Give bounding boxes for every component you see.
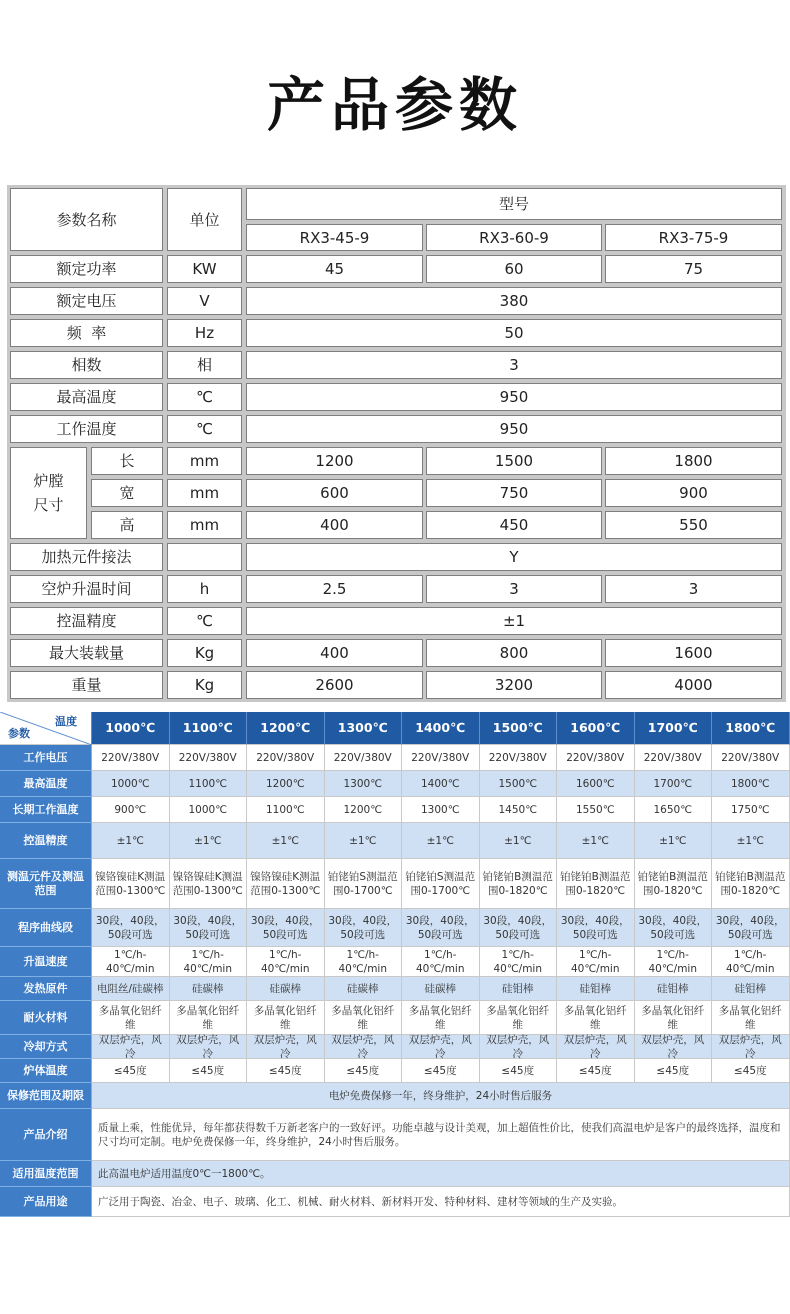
param-unit: V [167,287,242,315]
row-value: 多晶氧化铝纤维 [480,1001,558,1035]
temperature-header: 1000℃ [92,712,170,745]
row-value: 220V/380V [247,745,325,771]
row-value: ±1℃ [557,823,635,859]
row-value: ≤45度 [480,1059,558,1083]
row-value: 双层炉壳，风冷 [170,1035,248,1059]
param-value: 3 [246,351,782,379]
param-value: 1500 [426,447,602,475]
temperature-header: 1500℃ [480,712,558,745]
param-name: 控温精度 [10,607,163,635]
row-value: 220V/380V [480,745,558,771]
row-value: 220V/380V [402,745,480,771]
row-value: ≤45度 [92,1059,170,1083]
param-value: 1600 [605,639,782,667]
row-value: 30段，40段，50段可选 [635,909,713,947]
param-unit [167,543,242,571]
row-value: 30段，40段，50段可选 [170,909,248,947]
param-unit: Kg [167,639,242,667]
row-value: 铂铑铂B测温范围0-1820℃ [712,859,790,909]
model-header: 型号 [246,188,782,220]
temp-range-text: 此高温电炉适用温度0℃一1800℃。 [92,1161,790,1187]
row-label: 升温速度 [0,947,92,977]
row-value: 1℃/h-40℃/min [92,947,170,977]
row-value: 1100℃ [247,797,325,823]
row-value: 1000℃ [170,797,248,823]
row-value: 220V/380V [712,745,790,771]
row-value: 220V/380V [325,745,403,771]
row-value: 1450℃ [480,797,558,823]
row-value: 双层炉壳，风冷 [480,1035,558,1059]
param-value: 800 [426,639,602,667]
product-usage-label: 产品用途 [0,1187,92,1217]
param-unit: ℃ [167,383,242,411]
temperature-header: 1700℃ [635,712,713,745]
row-value: 1℃/h-40℃/min [635,947,713,977]
row-value: ±1℃ [712,823,790,859]
param-name-header: 参数名称 [10,188,163,251]
row-value: 多晶氧化铝纤维 [712,1001,790,1035]
row-value: 双层炉壳，风冷 [325,1035,403,1059]
param-value: 50 [246,319,782,347]
chamber-size-label: 炉膛 尺寸 [10,447,87,539]
row-value: 多晶氧化铝纤维 [325,1001,403,1035]
row-value: 220V/380V [635,745,713,771]
row-value: 220V/380V [170,745,248,771]
param-unit: mm [167,479,242,507]
row-value: 1200℃ [325,797,403,823]
row-label: 冷却方式 [0,1035,92,1059]
row-value: 硅钼棒 [557,977,635,1001]
row-value: 1℃/h-40℃/min [170,947,248,977]
temperature-header: 1100℃ [170,712,248,745]
param-name: 频 率 [10,319,163,347]
param-value: 2600 [246,671,423,699]
row-value: 1500℃ [480,771,558,797]
row-value: 220V/380V [92,745,170,771]
model-name: RX3-75-9 [605,224,782,251]
row-value: 铂铑铂B测温范围0-1820℃ [557,859,635,909]
param-value: 400 [246,639,423,667]
product-intro-label: 产品介绍 [0,1109,92,1161]
row-value: 双层炉壳，风冷 [402,1035,480,1059]
row-value: 多晶氧化铝纤维 [635,1001,713,1035]
warranty-label: 保修范围及期限 [0,1083,92,1109]
model-name: RX3-45-9 [246,224,423,251]
param-value: 450 [426,511,602,539]
param-value: 1200 [246,447,423,475]
row-value: 镍铬镍硅K测温范围0-1300℃ [247,859,325,909]
param-value: 45 [246,255,423,283]
row-value: 1300℃ [402,797,480,823]
row-value: 硅碳棒 [325,977,403,1001]
temp-range-label: 适用温度范围 [0,1161,92,1187]
param-value: 3 [426,575,602,603]
row-value: 1000℃ [92,771,170,797]
param-value: 550 [605,511,782,539]
param-value: 600 [246,479,423,507]
row-label: 工作电压 [0,745,92,771]
param-value: 750 [426,479,602,507]
row-value: 30段，40段，50段可选 [92,909,170,947]
row-value: 多晶氧化铝纤维 [557,1001,635,1035]
row-value: 硅钼棒 [480,977,558,1001]
row-value: ≤45度 [170,1059,248,1083]
row-value: 双层炉壳，风冷 [635,1035,713,1059]
temperature-header: 1200℃ [247,712,325,745]
row-value: ±1℃ [247,823,325,859]
param-unit: KW [167,255,242,283]
row-value: 1℃/h-40℃/min [402,947,480,977]
param-name: 相数 [10,351,163,379]
param-value: 900 [605,479,782,507]
row-value: 1650℃ [635,797,713,823]
row-value: 1℃/h-40℃/min [557,947,635,977]
row-label: 发热原件 [0,977,92,1001]
row-value: 电阻丝/硅碳棒 [92,977,170,1001]
row-value: 多晶氧化铝纤维 [402,1001,480,1035]
row-value: 1800℃ [712,771,790,797]
param-value: 3 [605,575,782,603]
param-unit: mm [167,511,242,539]
warranty-text: 电炉免费保修一年，终身维护，24小时售后服务 [92,1083,790,1109]
row-value: 1℃/h-40℃/min [325,947,403,977]
param-unit: h [167,575,242,603]
row-value: 30段，40段，50段可选 [247,909,325,947]
param-value: 4000 [605,671,782,699]
corner-temp-label: 温度 [55,715,77,728]
chamber-dim-name: 宽 [91,479,163,507]
row-value: 1200℃ [247,771,325,797]
temperature-spec-table [0,712,790,1214]
param-value: 60 [426,255,602,283]
param-unit: ℃ [167,415,242,443]
row-value: ≤45度 [402,1059,480,1083]
row-value: 30段，40段，50段可选 [480,909,558,947]
param-value: ±1 [246,607,782,635]
corner-param-label: 参数 [8,727,30,740]
param-value: 950 [246,383,782,411]
param-value: Y [246,543,782,571]
temperature-header: 1400℃ [402,712,480,745]
param-name: 最高温度 [10,383,163,411]
row-value: 铂铑铂B测温范围0-1820℃ [480,859,558,909]
row-value: 1700℃ [635,771,713,797]
param-value: 3200 [426,671,602,699]
product-intro-text: 质量上乘，性能优异，每年都获得数千万新老客户的一致好评。功能卓越与设计美观，加上超值性价比，使我们高温电炉是客户的最终选择，温度和尺寸均可定制。电炉免费保修一年，终身维护，24小时售后服务。 [92,1109,790,1161]
param-name: 空炉升温时间 [10,575,163,603]
temperature-header: 1300℃ [325,712,403,745]
param-name: 加热元件接法 [10,543,163,571]
row-value: 硅碳棒 [402,977,480,1001]
row-value: 1400℃ [402,771,480,797]
row-value: 双层炉壳，风冷 [247,1035,325,1059]
row-value: ±1℃ [635,823,713,859]
row-value: ≤45度 [325,1059,403,1083]
param-name: 最大装载量 [10,639,163,667]
row-value: 1600℃ [557,771,635,797]
row-value: 双层炉壳，风冷 [712,1035,790,1059]
row-value: 多晶氧化铝纤维 [92,1001,170,1035]
param-value: 1800 [605,447,782,475]
row-label: 炉体温度 [0,1059,92,1083]
param-unit: 相 [167,351,242,379]
param-name: 额定电压 [10,287,163,315]
param-unit: Hz [167,319,242,347]
row-label: 程序曲线段 [0,909,92,947]
param-name: 工作温度 [10,415,163,443]
row-value: ±1℃ [480,823,558,859]
row-value: 铂铑铂B测温范围0-1820℃ [635,859,713,909]
row-label: 最高温度 [0,771,92,797]
model-name: RX3-60-9 [426,224,602,251]
row-value: 硅钼棒 [635,977,713,1001]
row-value: 1550℃ [557,797,635,823]
row-value: ≤45度 [557,1059,635,1083]
row-value: 220V/380V [557,745,635,771]
temperature-header: 1800℃ [712,712,790,745]
row-value: ±1℃ [402,823,480,859]
param-value: 950 [246,415,782,443]
row-value: ≤45度 [247,1059,325,1083]
row-value: 1100℃ [170,771,248,797]
row-value: 30段，40段，50段可选 [325,909,403,947]
row-value: 铂铑铂S测温范围0-1700℃ [325,859,403,909]
row-value: 多晶氧化铝纤维 [247,1001,325,1035]
corner-cell [0,712,92,745]
row-value: 30段，40段，50段可选 [557,909,635,947]
param-value: 2.5 [246,575,423,603]
param-value: 400 [246,511,423,539]
row-value: ≤45度 [712,1059,790,1083]
chamber-dim-name: 高 [91,511,163,539]
row-value: 1300℃ [325,771,403,797]
param-value: 380 [246,287,782,315]
row-value: 双层炉壳，风冷 [557,1035,635,1059]
row-value: 30段，40段，50段可选 [712,909,790,947]
row-value: 多晶氧化铝纤维 [170,1001,248,1035]
param-value: 75 [605,255,782,283]
row-value: ±1℃ [92,823,170,859]
row-value: 900℃ [92,797,170,823]
row-value: 铂铑铂S测温范围0-1700℃ [402,859,480,909]
product-usage-text: 广泛用于陶瓷、冶金、电子、玻璃、化工、机械、耐火材料、新材料开发、特种材料、建材等领域的生产及实验。 [92,1187,790,1217]
row-value: 1℃/h-40℃/min [247,947,325,977]
row-value: 硅碳棒 [170,977,248,1001]
row-value: 1750℃ [712,797,790,823]
temperature-header: 1600℃ [557,712,635,745]
param-name: 额定功率 [10,255,163,283]
row-label: 测温元件及测温范围 [0,859,92,909]
chamber-dim-name: 长 [91,447,163,475]
row-value: ±1℃ [170,823,248,859]
row-value: 1℃/h-40℃/min [712,947,790,977]
row-value: ±1℃ [325,823,403,859]
row-label: 耐火材料 [0,1001,92,1035]
row-label: 长期工作温度 [0,797,92,823]
row-value: 硅钼棒 [712,977,790,1001]
row-label: 控温精度 [0,823,92,859]
row-value: ≤45度 [635,1059,713,1083]
param-unit: ℃ [167,607,242,635]
unit-header: 单位 [167,188,242,251]
row-value: 镍铬镍硅K测温范围0-1300℃ [170,859,248,909]
row-value: 双层炉壳，风冷 [92,1035,170,1059]
page-title: 产品参数 [266,71,523,139]
row-value: 镍铬镍硅K测温范围0-1300℃ [92,859,170,909]
param-unit: mm [167,447,242,475]
row-value: 30段，40段，50段可选 [402,909,480,947]
row-value: 1℃/h-40℃/min [480,947,558,977]
row-value: 硅碳棒 [247,977,325,1001]
param-name: 重量 [10,671,163,699]
spec-table [7,185,786,702]
param-unit: Kg [167,671,242,699]
